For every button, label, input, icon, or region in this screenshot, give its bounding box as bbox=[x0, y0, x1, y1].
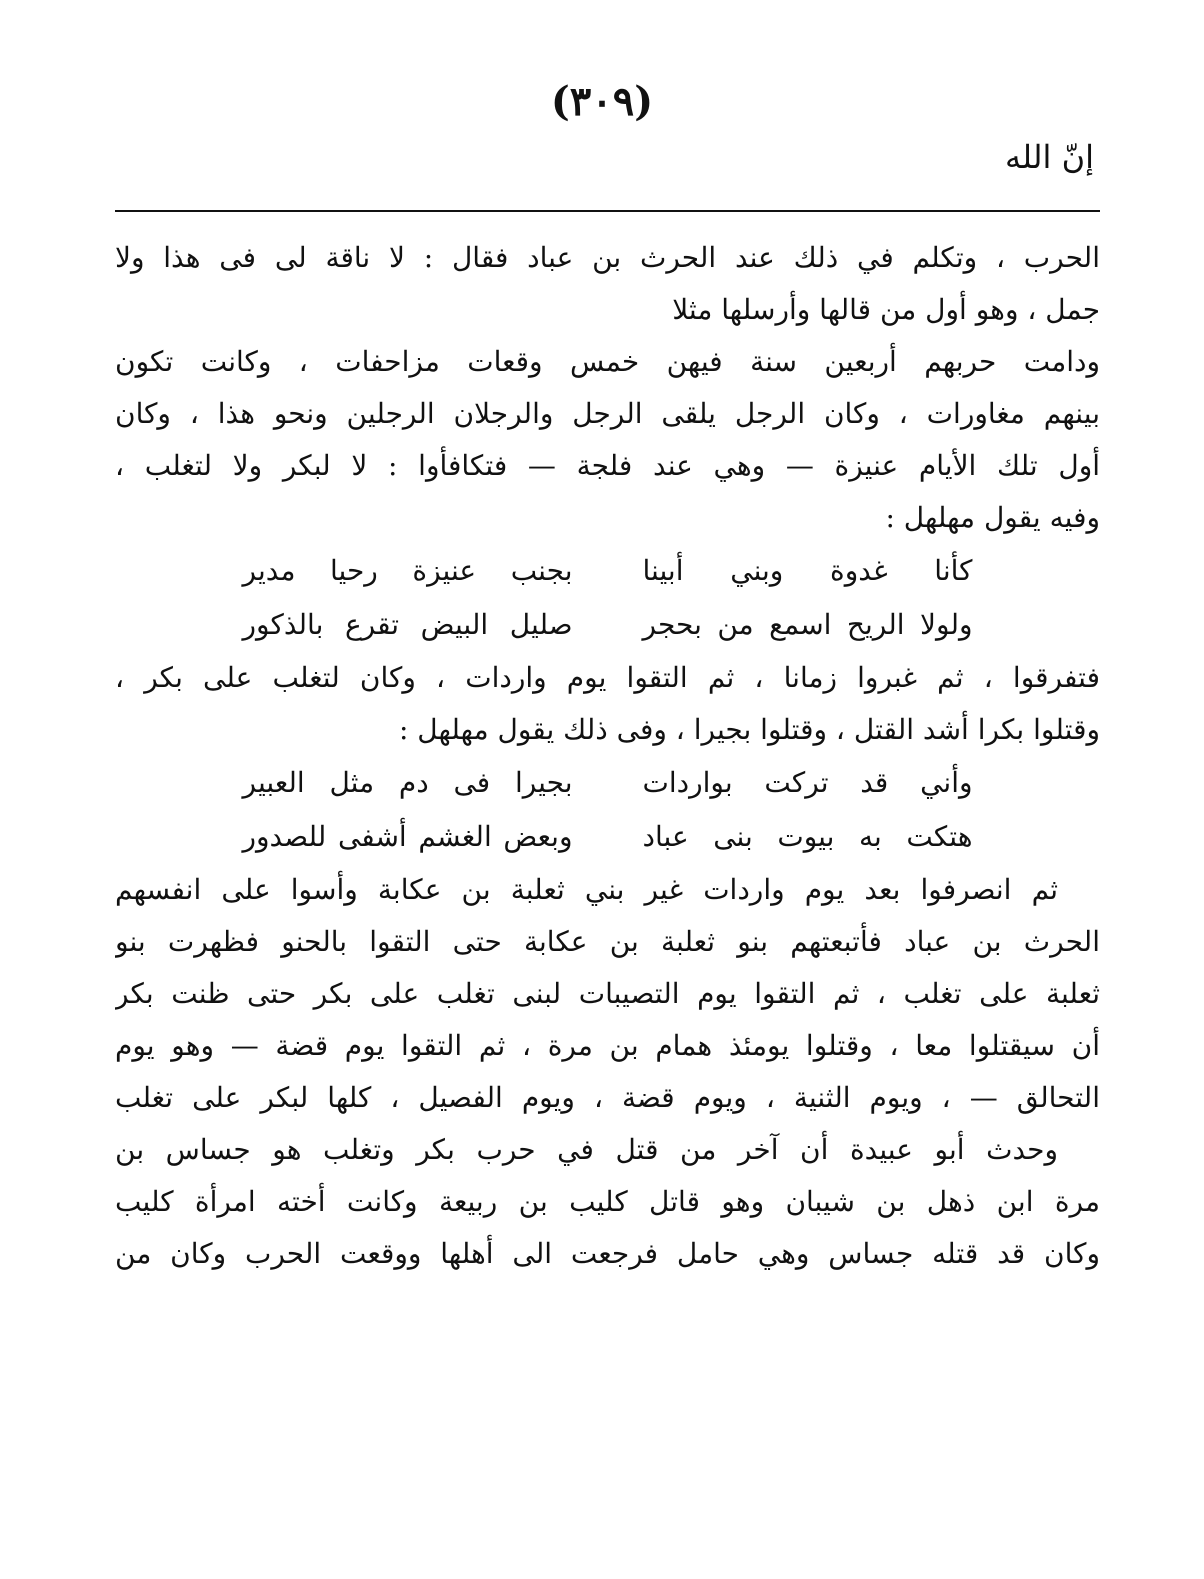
verse-line bbox=[115, 756, 1100, 810]
verse-line bbox=[115, 810, 1100, 864]
text-line: الحرب ، وتكلم في ذلك عند الحرث بن عباد فقال : لا ناقة لى فى هذا ولا bbox=[115, 241, 1100, 274]
page-number: (٣٠٩) bbox=[550, 78, 654, 125]
text-line: التحالق — ، ويوم الثنية ، ويوم قضة ، ويوم الفصيل ، كلها لبكر على تغلب bbox=[115, 1081, 1100, 1114]
text-line: وكان قد قتله جساس وهي حامل فرجعت الى أهلها ووقعت الحرب وكان من bbox=[115, 1237, 1100, 1270]
verse-line bbox=[115, 544, 1100, 598]
text-line: وحدث أبو عبيدة أن آخر من قتل في حرب بكر وتغلب هو جساس بن bbox=[115, 1133, 1058, 1166]
text-line: وفيه يقول مهلهل : bbox=[885, 501, 1100, 534]
verse-hemistich-first: وأني قد تركت بواردات bbox=[642, 766, 973, 799]
text-line: ثعلبة على تغلب ، ثم التقوا يوم التصيبات لبنى تغلب على بكر حتى ظنت بكر bbox=[115, 977, 1100, 1010]
body-text bbox=[115, 232, 1100, 1280]
text-line: وقتلوا بكرا أشد القتل ، وقتلوا بجيرا ، وفى ذلك يقول مهلهل : bbox=[398, 713, 1100, 746]
text-line: الحرث بن عباد فأتبعتهم بنو ثعلبة بن عكابة حتى التقوا بالحنو فظهرت بنو bbox=[115, 925, 1100, 958]
header-rule bbox=[115, 210, 1100, 212]
verse-hemistich-second: بجنب عنيزة رحيا مدير bbox=[242, 554, 573, 587]
verse-line bbox=[115, 598, 1100, 652]
verse-hemistich-second: وبعض الغشم أشفى للصدور bbox=[242, 820, 573, 853]
text-line: مرة ابن ذهل بن شيبان وهو قاتل كليب بن ربيعة وكانت أخته امرأة كليب bbox=[115, 1185, 1100, 1218]
text-line: ودامت حربهم أربعين سنة فيهن خمس وقعات مزاحفات ، وكانت تكون bbox=[115, 345, 1100, 378]
verse-hemistich-first: هتكت به بيوت بنى عباد bbox=[642, 820, 973, 853]
text-line: فتفرقوا ، ثم غبروا زمانا ، ثم التقوا يوم واردات ، وكان لتغلب على بكر ، bbox=[115, 661, 1100, 694]
text-line: ثم انصرفوا بعد يوم واردات غير بني ثعلبة بن عكابة وأسوا على انفسهم bbox=[115, 873, 1058, 906]
verse-hemistich-second: صليل البيض تقرع بالذكور bbox=[242, 608, 573, 641]
verse-hemistich-first: كأنا غدوة وبني أبينا bbox=[642, 554, 973, 587]
verse-hemistich-first: ولولا الريح اسمع من بحجر bbox=[642, 608, 973, 641]
text-line: جمل ، وهو أول من قالها وأرسلها مثلا bbox=[672, 293, 1100, 326]
text-line: أول تلك الأيام عنيزة — وهي عند فلجة — فتكافأوا : لا لبكر ولا لتغلب ، bbox=[115, 449, 1100, 482]
running-header: إنّ الله bbox=[1005, 138, 1094, 176]
verse-hemistich-second: بجيرا فى دم مثل العبير bbox=[242, 766, 573, 799]
text-line: أن سيقتلوا معا ، وقتلوا يومئذ همام بن مرة ، ثم التقوا يوم قضة — وهو يوم bbox=[115, 1029, 1100, 1062]
text-line: بينهم مغاورات ، وكان الرجل يلقى الرجل والرجلان الرجلين ونحو هذا ، وكان bbox=[115, 397, 1100, 430]
